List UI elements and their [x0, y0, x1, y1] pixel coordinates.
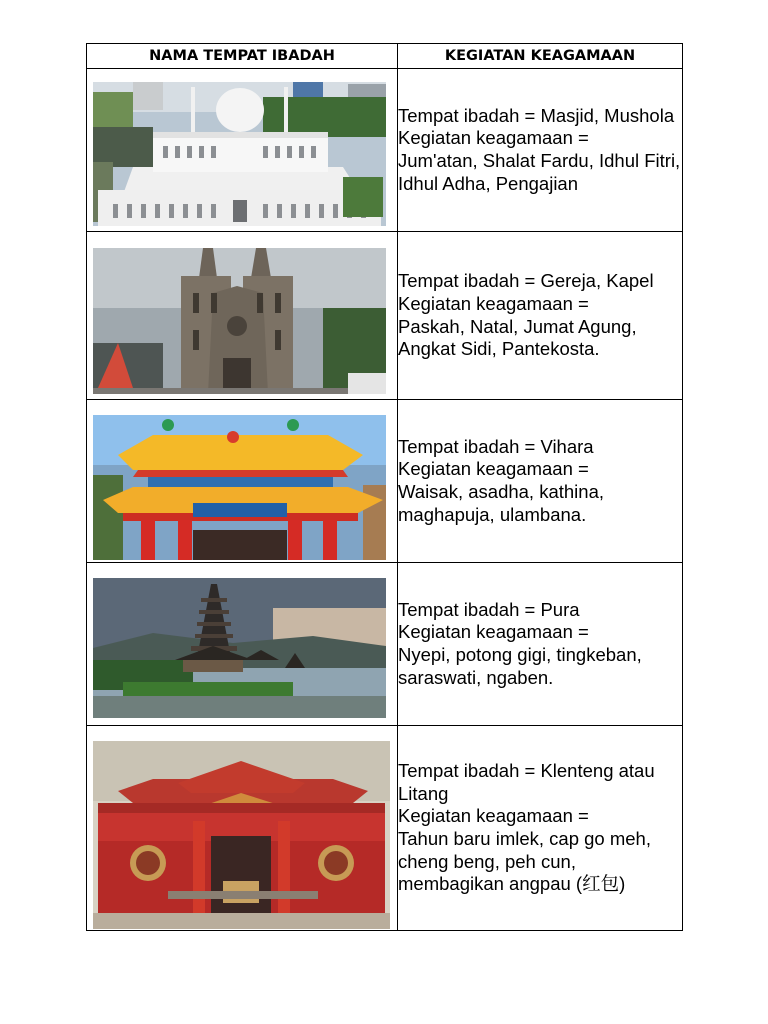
table-row	[87, 726, 683, 931]
activity-cell	[398, 563, 683, 726]
header-activity: KEGIATAN KEAGAMAAN	[398, 44, 683, 69]
image-cell	[87, 69, 398, 232]
activity-label: Kegiatan keagamaan =	[398, 127, 589, 149]
image-cell	[87, 563, 398, 726]
activity-label: Kegiatan keagamaan =	[398, 621, 589, 643]
place-text: Tempat ibadah = Gereja, Kapel	[398, 270, 654, 292]
table-row	[87, 400, 683, 563]
church-photo	[93, 248, 386, 394]
pura-photo	[93, 578, 386, 718]
klenteng-photo	[93, 741, 390, 929]
table-header-row	[87, 44, 683, 69]
activity-cell	[398, 232, 683, 400]
activity-list: Tahun baru imlek, cap go meh, cheng beng, peh cun, membagikan angpau (红包)	[398, 828, 651, 895]
activity-cell	[398, 726, 683, 931]
mosque-photo	[93, 82, 386, 226]
place-text: Tempat ibadah = Vihara	[398, 435, 594, 457]
table-row	[87, 69, 683, 232]
place-text: Tempat ibadah = Masjid, Mushola	[398, 104, 675, 126]
activity-label: Kegiatan keagamaan =	[398, 458, 589, 480]
activity-cell	[398, 69, 683, 232]
image-cell	[87, 400, 398, 563]
image-cell	[87, 232, 398, 400]
place-text: Tempat ibadah = Klenteng atau Litang	[398, 760, 655, 804]
religion-table	[86, 43, 683, 931]
header-place: NAMA TEMPAT IBADAH	[87, 44, 398, 69]
table-row	[87, 232, 683, 400]
activity-label: Kegiatan keagamaan =	[398, 805, 589, 827]
table-row	[87, 563, 683, 726]
activity-list: Nyepi, potong gigi, tingkeban, saraswati, ngaben.	[398, 644, 642, 688]
activity-cell	[398, 400, 683, 563]
activity-list: Waisak, asadha, kathina, maghapuja, ulambana.	[398, 481, 605, 525]
activity-label: Kegiatan keagamaan =	[398, 292, 589, 314]
activity-list: Paskah, Natal, Jumat Agung, Angkat Sidi, Pantekosta.	[398, 315, 637, 360]
place-text: Tempat ibadah = Pura	[398, 598, 580, 620]
activity-list: Jum'atan, Shalat Fardu, Idhul Fitri, Idhul Adha, Pengajian	[398, 150, 681, 194]
image-cell	[87, 726, 398, 931]
vihara-photo	[93, 415, 386, 560]
